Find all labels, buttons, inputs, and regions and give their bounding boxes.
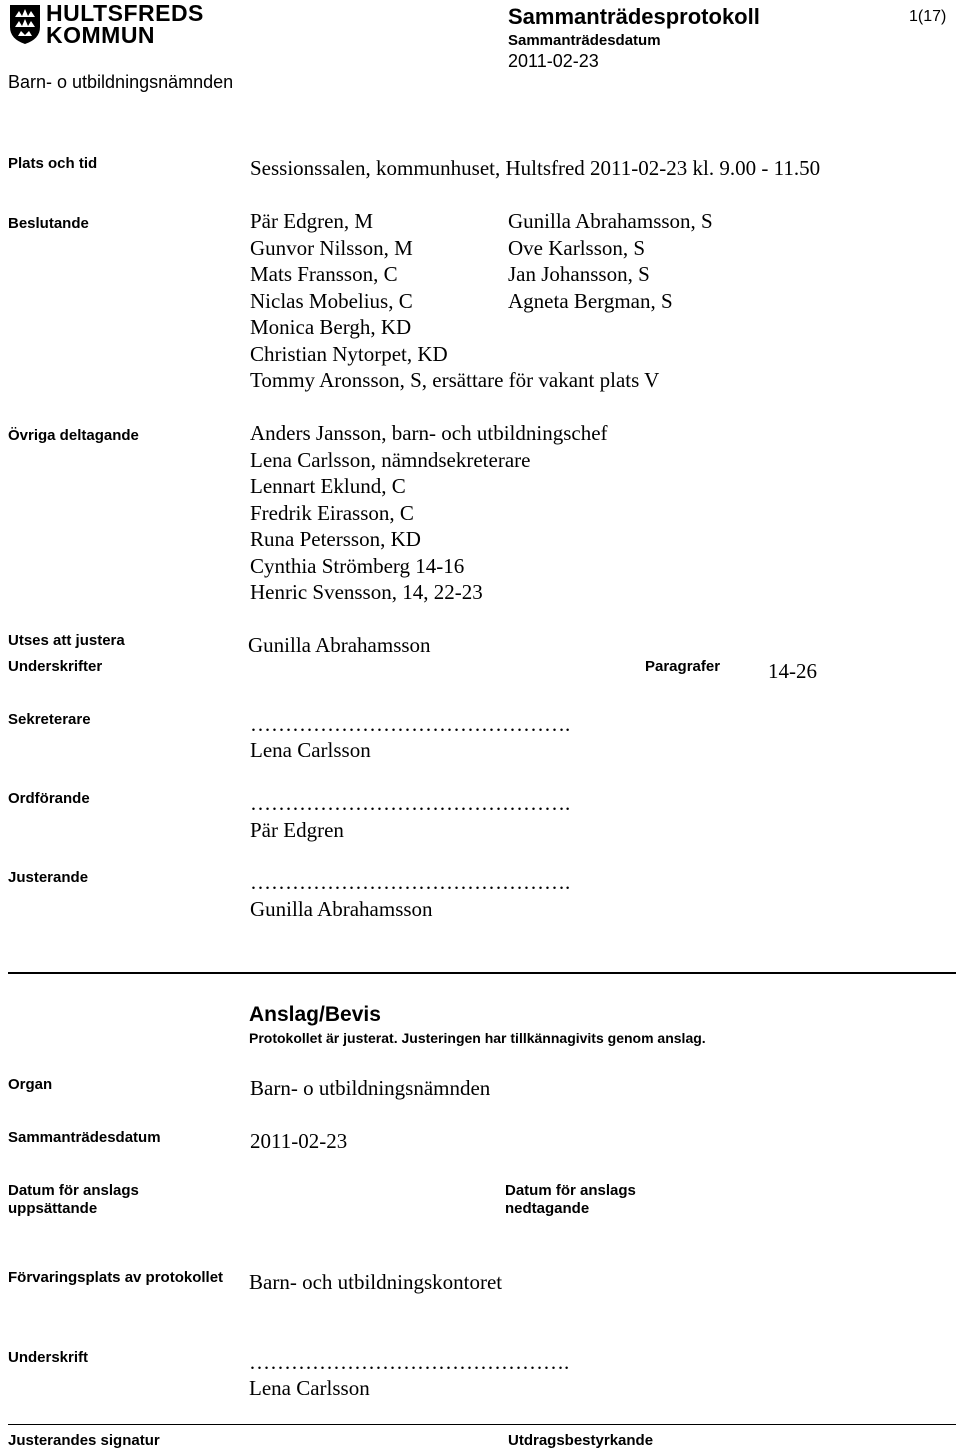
signature-line: ………………………………………. (250, 870, 571, 894)
member: Mats Fransson, C (250, 262, 398, 286)
utdragsbestyrkande-label: Utdragsbestyrkande (508, 1432, 654, 1449)
member: Gunvor Nilsson, M (250, 235, 413, 260)
sekreterare-label: Sekreterare (8, 711, 91, 728)
member: Agneta Bergman, S (508, 288, 673, 313)
nedtagande-label-line-2: nedtagande (505, 1200, 590, 1217)
ordforande-label: Ordförande (8, 790, 90, 807)
member: Ove Karlsson, S (508, 235, 646, 260)
signature-line: ………………………………………. (250, 712, 571, 736)
paragrafer-label: Paragrafer (645, 658, 721, 675)
page-number: 1(17) (909, 8, 947, 25)
document-title: Sammanträdesprotokoll (508, 4, 760, 29)
participant: Henric Svensson, 14, 22-23 (250, 580, 483, 604)
justerandes-signatur-label: Justerandes signatur (8, 1432, 160, 1449)
signature-line: ………………………………………. (250, 791, 571, 815)
underskrift-name: Lena Carlsson (249, 1376, 370, 1400)
plats-tid-value: Sessionssalen, kommunhuset, Hultsfred 2011-02-23 kl. 9.00 - 11.50 (250, 156, 821, 180)
sekreterare-name: Lena Carlsson (250, 738, 371, 762)
uppsattande-label (8, 1182, 139, 1218)
sammantradesdatum-label: Sammanträdesdatum (8, 1129, 161, 1146)
underskrift-label: Underskrift (8, 1349, 89, 1366)
uppsattande-label-line-2: uppsättande (8, 1200, 98, 1217)
ordforande-name: Pär Edgren (250, 818, 344, 842)
section-divider (8, 972, 956, 974)
date-label: Sammanträdesdatum (508, 32, 661, 49)
nedtagande-label-line-1: Datum för anslags (505, 1182, 636, 1199)
paragrafer-value: 14-26 (768, 659, 817, 683)
participant: Fredrik Eirasson, C (250, 500, 414, 525)
justera-label: Utses att justera (8, 632, 125, 649)
organ-label: Organ (8, 1076, 53, 1093)
logo-line-2: KOMMUN (46, 22, 156, 48)
member: Pär Edgren, M (250, 209, 374, 233)
ovriga-label: Övriga deltagande (8, 427, 139, 444)
plats-tid-label: Plats och tid (8, 155, 98, 172)
uppsattande-label-line-1: Datum för anslags (8, 1182, 139, 1199)
member: Monica Bergh, KD (250, 315, 412, 339)
member: Gunilla Abrahamsson, S (508, 209, 713, 233)
municipality-logo (8, 0, 204, 48)
participant: Cynthia Strömberg 14-16 (250, 553, 465, 578)
participant: Anders Jansson, barn- och utbildningschef (250, 421, 608, 445)
logo-line-1: HULTSFREDS (46, 0, 204, 26)
committee-name: Barn- o utbildningsnämnden (8, 72, 234, 92)
participant: Runa Petersson, KD (250, 527, 421, 551)
beslutande-label: Beslutande (8, 215, 89, 232)
justera-value: Gunilla Abrahamsson (248, 633, 431, 657)
underskrifter-label: Underskrifter (8, 658, 103, 675)
organ-value: Barn- o utbildningsnämnden (250, 1076, 491, 1100)
member: Tommy Aronsson, S, ersättare för vakant plats V (250, 368, 660, 392)
member: Niclas Mobelius, C (250, 288, 413, 313)
justerande-label: Justerande (8, 869, 89, 886)
participant: Lennart Eklund, C (250, 474, 406, 498)
member: Christian Nytorpet, KD (250, 341, 448, 366)
anslag-subtitle: Protokollet är justerat. Justeringen har tillkännagivits genom anslag. (249, 1030, 706, 1046)
nedtagande-label (505, 1182, 636, 1218)
forvaringsplats-value: Barn- och utbildningskontoret (249, 1270, 503, 1294)
sammantradesdatum-value: 2011-02-23 (250, 1129, 348, 1153)
participant: Lena Carlsson, nämndsekreterare (250, 447, 531, 472)
meeting-date: 2011-02-23 (508, 51, 599, 71)
signature-line: ………………………………………. (249, 1350, 570, 1374)
member: Jan Johansson, S (508, 262, 650, 286)
footer-divider (8, 1424, 956, 1425)
ovriga-list (250, 420, 608, 606)
forvaringsplats-label: Förvaringsplats av protokollet (8, 1269, 224, 1286)
beslutande-list-2 (508, 208, 713, 314)
coat-of-arms-icon (8, 3, 42, 45)
justerande-name: Gunilla Abrahamsson (250, 897, 433, 921)
anslag-title: Anslag/Bevis (249, 1003, 381, 1026)
